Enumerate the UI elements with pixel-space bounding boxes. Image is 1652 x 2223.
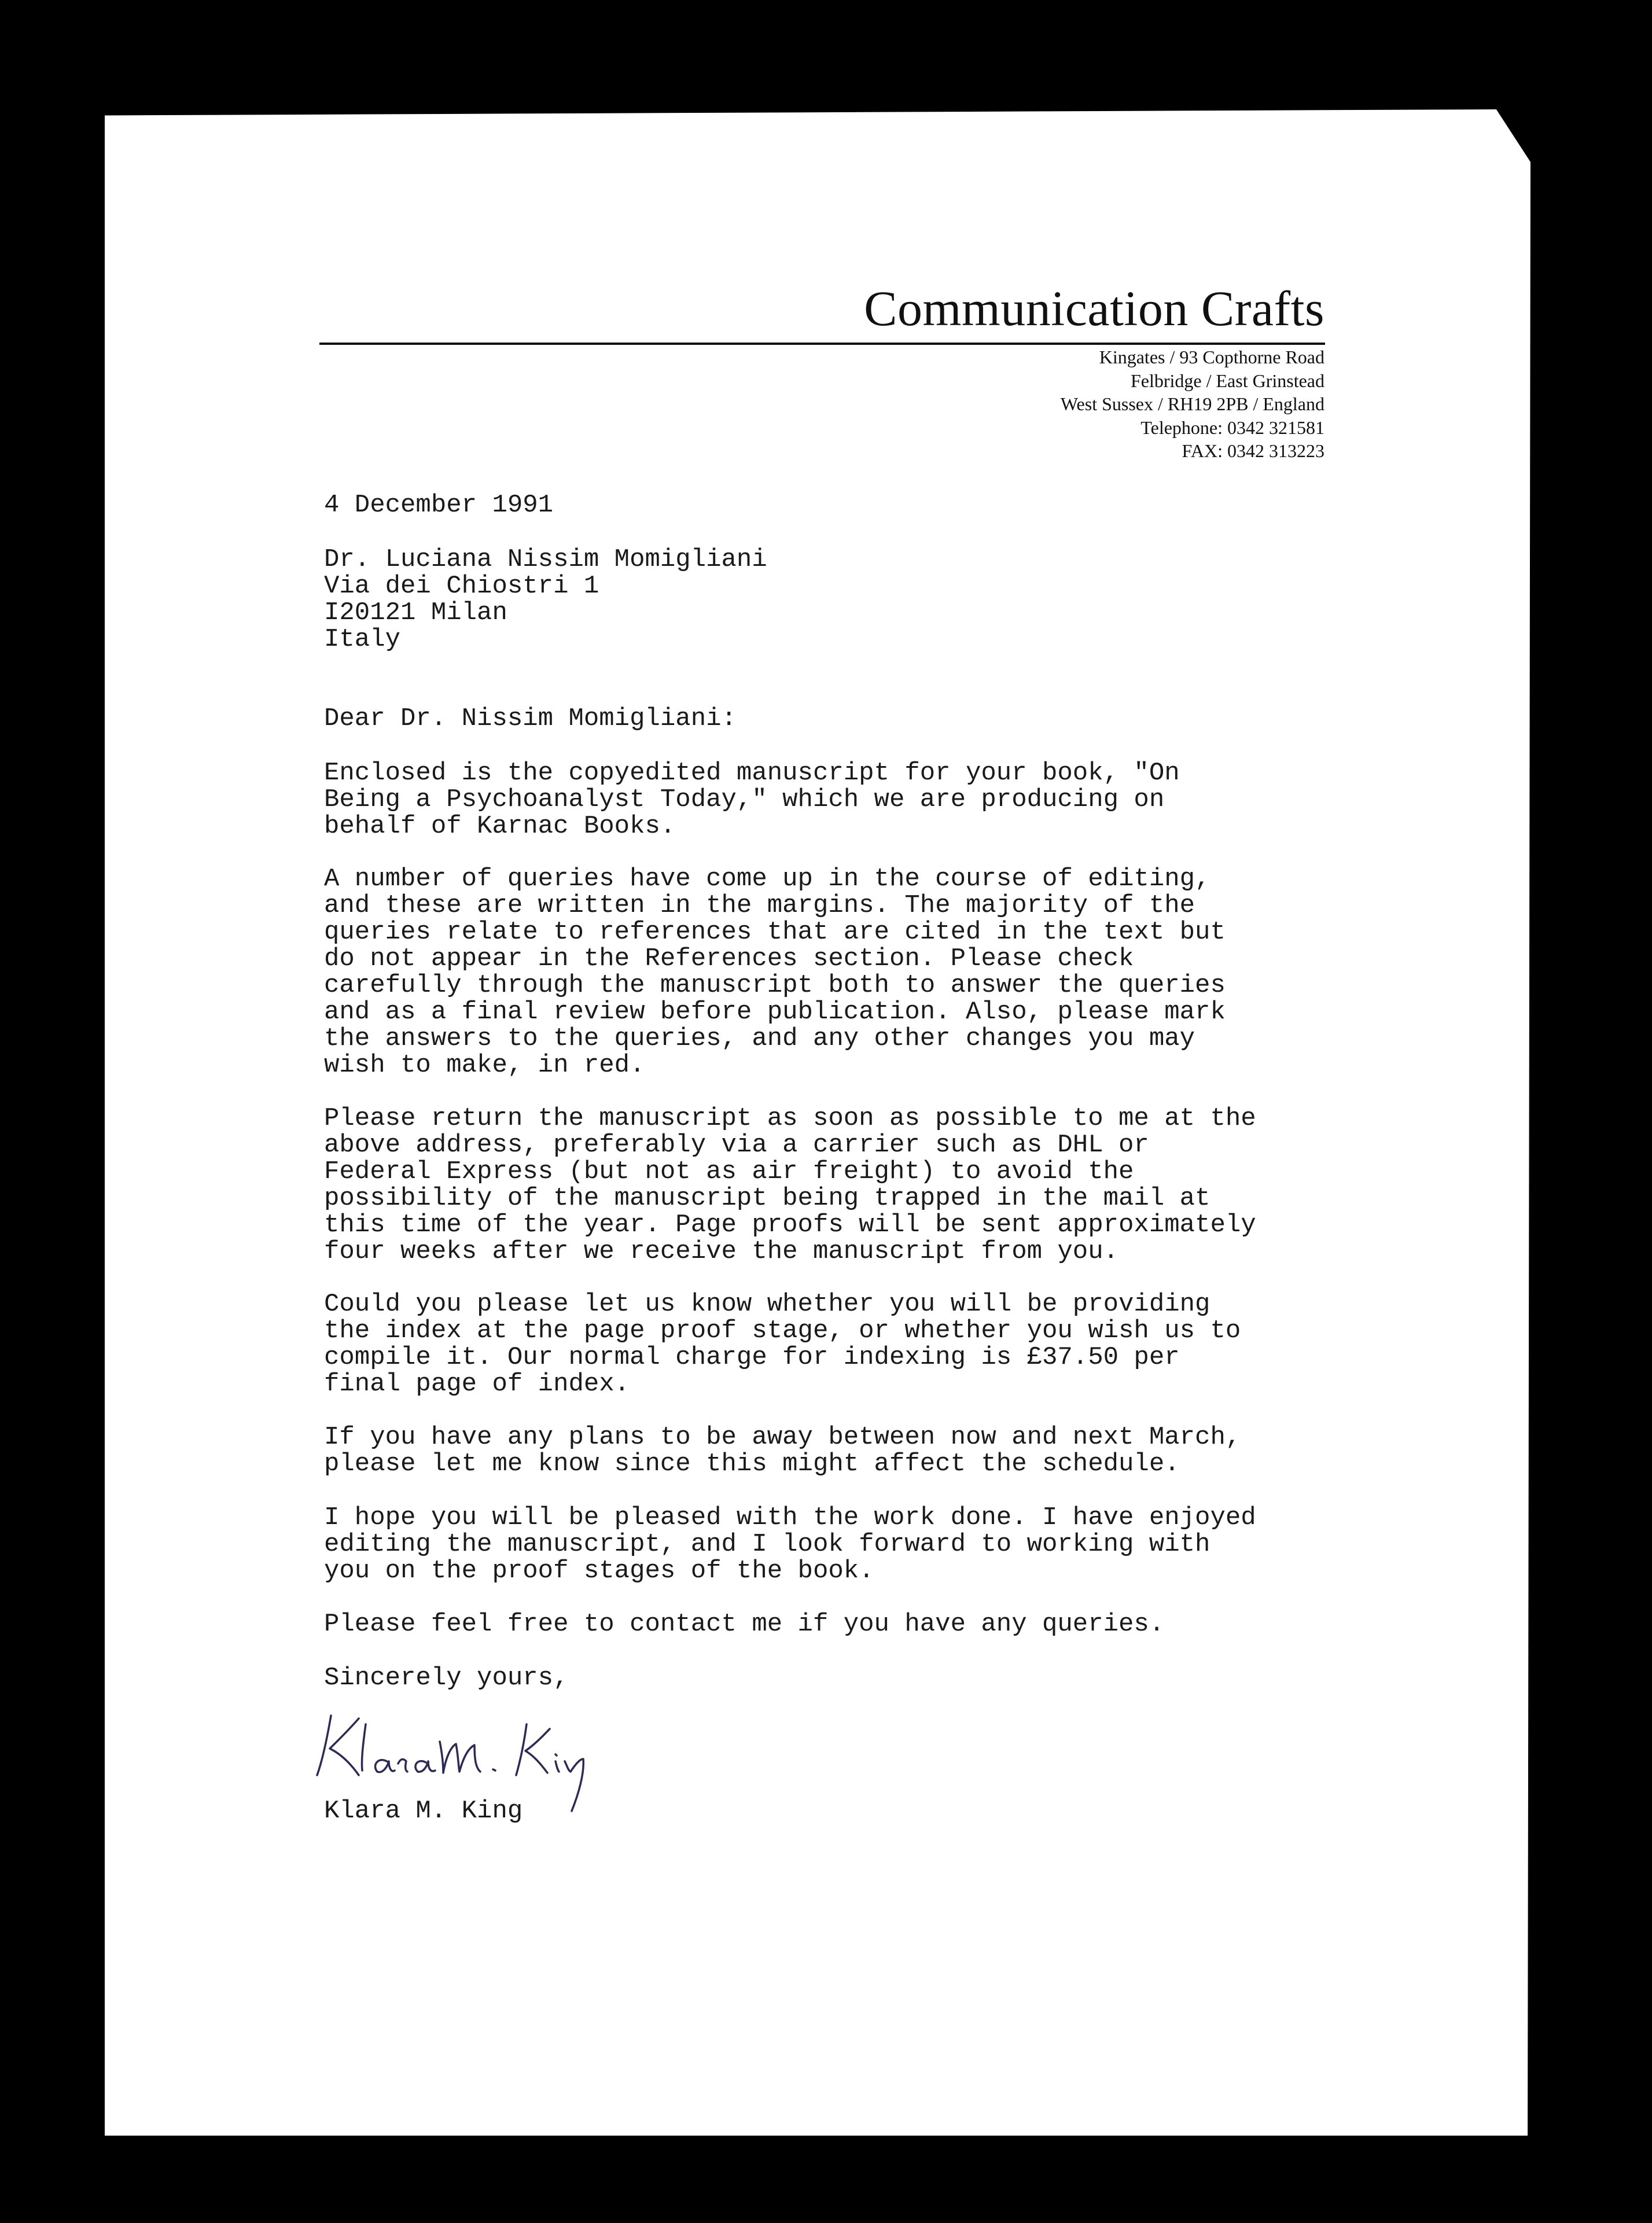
signer-name: Klara M. King bbox=[324, 1797, 523, 1825]
paragraph-contact: Please feel free to contact me if you have any queries. bbox=[324, 1610, 1165, 1639]
telephone: Telephone: 0342 321581 bbox=[1140, 417, 1324, 438]
recipient-city: I20121 Milan bbox=[324, 598, 507, 627]
letterhead-rule bbox=[319, 343, 1325, 345]
paragraph-schedule: If you have any plans to be away between now and next March, please let me know since this might affect the schedule. bbox=[324, 1423, 1241, 1478]
salutation: Dear Dr. Nissim Momigliani: bbox=[324, 704, 737, 733]
address-line: Felbridge / East Grinstead bbox=[1130, 370, 1324, 391]
fax: FAX: 0342 313223 bbox=[1182, 440, 1324, 461]
company-name: Communication Crafts bbox=[864, 281, 1324, 336]
recipient-name: Dr. Luciana Nissim Momigliani bbox=[324, 545, 767, 574]
paragraph-return-instructions: Please return the manuscript as soon as possible to me at the above address, preferably via a carrier such as DHL or Federal Express (but not as air freight) to avoid the possibility of the manuscript being trapped in the mail at this time of the year. Page proofs will be sent approximately four weeks after we receive the manuscript from you. bbox=[324, 1104, 1256, 1266]
recipient-address bbox=[324, 546, 767, 653]
address-line: Kingates / 93 Copthorne Road bbox=[1099, 347, 1324, 367]
company-address bbox=[1061, 345, 1324, 463]
address-line: West Sussex / RH19 2PB / England bbox=[1060, 393, 1324, 414]
closing: Sincerely yours, bbox=[324, 1663, 569, 1692]
paragraph-appreciation: I hope you will be pleased with the work done. I have enjoyed editing the manuscript, and I look forward to working with you on the proof stages of the book. bbox=[324, 1503, 1256, 1585]
recipient-country: Italy bbox=[324, 625, 401, 654]
paragraph-manuscript-enclosed: Enclosed is the copyedited manuscript for your book, "On Being a Psychoanalyst Today," which we are producing on behalf of Karnac Books. bbox=[324, 759, 1180, 841]
paragraph-index: Could you please let us know whether you will be providing the index at the page proof stage, or whether you wish us to compile it. Our normal charge for indexing is £37.50 per final page of index. bbox=[324, 1290, 1241, 1398]
recipient-street: Via dei Chiostri 1 bbox=[324, 572, 599, 601]
paragraph-queries: A number of queries have come up in the course of editing, and these are written in the margins. The majority of the queries relate to references that are cited in the text but do not appear in the References section. Please check carefully through the manuscript both to answer the queries and as a final review before publication. Also, please mark the answers to the queries, and any other changes you may wish to make, in red. bbox=[324, 864, 1226, 1080]
letter-date: 4 December 1991 bbox=[324, 491, 554, 520]
